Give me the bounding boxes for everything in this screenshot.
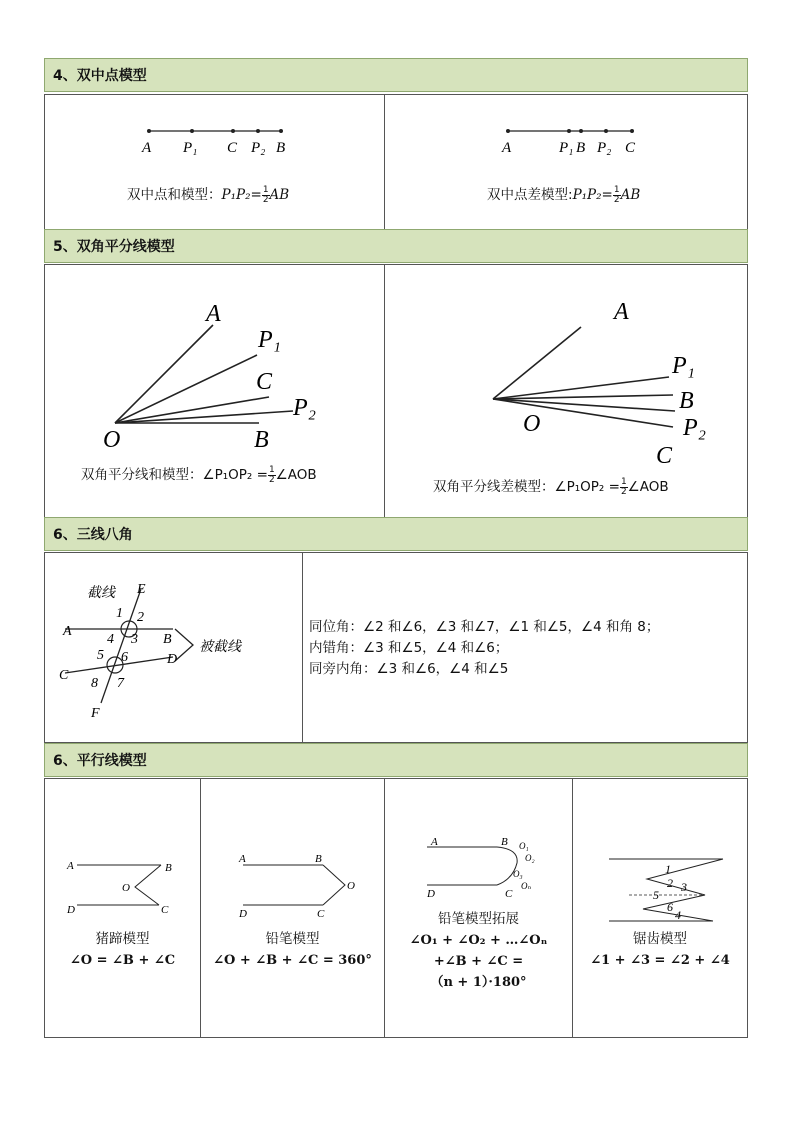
point-label: A	[502, 140, 512, 156]
ray-label: A	[614, 299, 629, 325]
pig-hoof-model-cell	[44, 778, 201, 1038]
angle-label: 6	[121, 650, 128, 665]
point-label: E	[137, 582, 146, 597]
point-label: A	[431, 836, 438, 848]
point-label: C	[505, 888, 513, 900]
angle-label: 2	[137, 610, 144, 625]
angle-label: 8	[91, 676, 98, 691]
pig-hoof-diagram	[45, 851, 200, 931]
pencil-extension-diagram	[385, 833, 572, 903]
double-bisector-sum-cell	[44, 264, 385, 518]
double-midpoint-diff-cell	[384, 94, 748, 230]
ray-label: C	[256, 369, 273, 395]
double-bisector-diff-diagram	[385, 285, 747, 485]
point-label: A	[63, 624, 72, 639]
three-lines-eight-angles-diagram	[45, 553, 302, 742]
double-bisector-sum-caption: 双角平分线和模型：∠P₁OP₂ = $\frac{1}{2}$ ∠AOB	[81, 464, 317, 485]
section-6a-header: 6、三线八角	[44, 517, 748, 551]
double-midpoint-sum-cell	[44, 94, 385, 230]
ray-label: P₂	[293, 395, 317, 421]
label-transversal: 截线	[87, 586, 115, 601]
section-5-header: 5、双角平分线模型	[44, 229, 748, 263]
point-label: B	[315, 853, 322, 865]
pencil-model-caption: 铅笔模型 ∠O + ∠B + ∠C = 360°	[213, 931, 372, 968]
angle-label: 1	[116, 606, 123, 621]
point-label: C	[317, 908, 325, 920]
point-label: D	[239, 908, 247, 920]
angle-label: 6	[667, 900, 673, 914]
pencil-model-cell	[200, 778, 385, 1038]
point-label: F	[91, 706, 100, 721]
angle-label: 2	[667, 876, 673, 890]
point-label: O₃	[513, 869, 523, 879]
point-label: D	[167, 652, 178, 667]
point-label: C	[625, 140, 636, 156]
angle-label: 5	[97, 648, 104, 663]
point-label: C	[227, 140, 238, 156]
pencil-diagram	[201, 851, 384, 931]
section-4-header: 4、双中点模型	[44, 58, 748, 92]
ray-label: C	[656, 443, 673, 469]
double-bisector-diff-cell	[384, 264, 748, 518]
point-label: P₁	[559, 140, 574, 156]
ray-label: P₁	[258, 327, 282, 353]
point-label: Oₙ	[521, 881, 532, 891]
pencil-extension-model-cell	[384, 778, 573, 1038]
three-lines-diagram-cell	[44, 552, 303, 743]
ray-label: B	[254, 427, 269, 453]
ray-label: A	[206, 301, 221, 327]
point-label: A	[239, 853, 246, 865]
angle-label: 4	[675, 908, 681, 922]
corresponding-angles-text: 同位角：∠2 和∠6，∠3 和∠7，∠1 和∠5，∠4 和角 8；	[309, 619, 660, 635]
point-label: P₂	[597, 140, 612, 156]
angle-label: 7	[117, 676, 124, 691]
point-label: O₂	[525, 853, 535, 863]
sawtooth-diagram	[573, 851, 747, 931]
double-bisector-diff-caption: 双角平分线差模型：∠P₁OP₂ = $\frac{1}{2}$ ∠AOB	[433, 476, 669, 497]
pig-hoof-model-caption: 猪蹄模型 ∠O = ∠B + ∠C	[69, 931, 176, 968]
point-label: O₁	[519, 841, 529, 851]
point-label: O	[122, 882, 130, 894]
sawtooth-model-caption: 锯齿模型 ∠1 + ∠3 = ∠2 + ∠4	[590, 931, 730, 968]
angle-label: 4	[107, 632, 114, 647]
label-intercepted-lines: 被截线	[199, 640, 241, 655]
alternate-angles-text: 内错角：∠3 和∠5，∠4 和∠6；	[309, 640, 509, 656]
angle-label: 1	[665, 862, 671, 876]
ray-label: P₂	[683, 415, 707, 441]
ray-label: B	[679, 388, 694, 414]
double-bisector-sum-diagram	[45, 285, 384, 485]
point-label: C	[59, 668, 69, 683]
section-6b-header: 6、平行线模型	[44, 743, 748, 777]
vertex-label: O	[523, 411, 541, 437]
pencil-extension-model-caption: 铅笔模型拓展 ∠O₁ + ∠O₂ + …∠Oₙ +∠B + ∠C = （n + 1）·180°	[409, 911, 548, 990]
point-label: D	[67, 904, 75, 916]
double-midpoint-sum-caption: 双中点和模型：P₁P₂= $\frac{1}{2}$ AB	[127, 184, 290, 205]
point-label: B	[501, 836, 508, 848]
double-midpoint-diff-caption: 双中点差模型:P₁P₂= $\frac{1}{2}$ AB	[487, 184, 641, 205]
vertex-label: O	[103, 427, 121, 453]
point-label: B	[576, 140, 586, 156]
sawtooth-model-cell	[572, 778, 748, 1038]
angle-label: 3	[131, 632, 138, 647]
point-label: B	[165, 862, 172, 874]
point-label: A	[67, 860, 74, 872]
point-label: C	[161, 904, 169, 916]
point-label: P₂	[251, 140, 266, 156]
angle-relations-cell	[302, 552, 748, 743]
point-label: B	[276, 140, 286, 156]
point-label: D	[427, 888, 435, 900]
point-label: A	[142, 140, 152, 156]
point-label: P₁	[183, 140, 198, 156]
angle-label: 3	[681, 880, 687, 894]
point-label: O	[347, 880, 355, 892]
angle-label: 5	[653, 888, 659, 902]
co-interior-angles-text: 同旁内角：∠3 和∠6，∠4 和∠5	[309, 661, 509, 677]
point-label: B	[163, 632, 172, 647]
ray-label: P₁	[672, 353, 696, 379]
